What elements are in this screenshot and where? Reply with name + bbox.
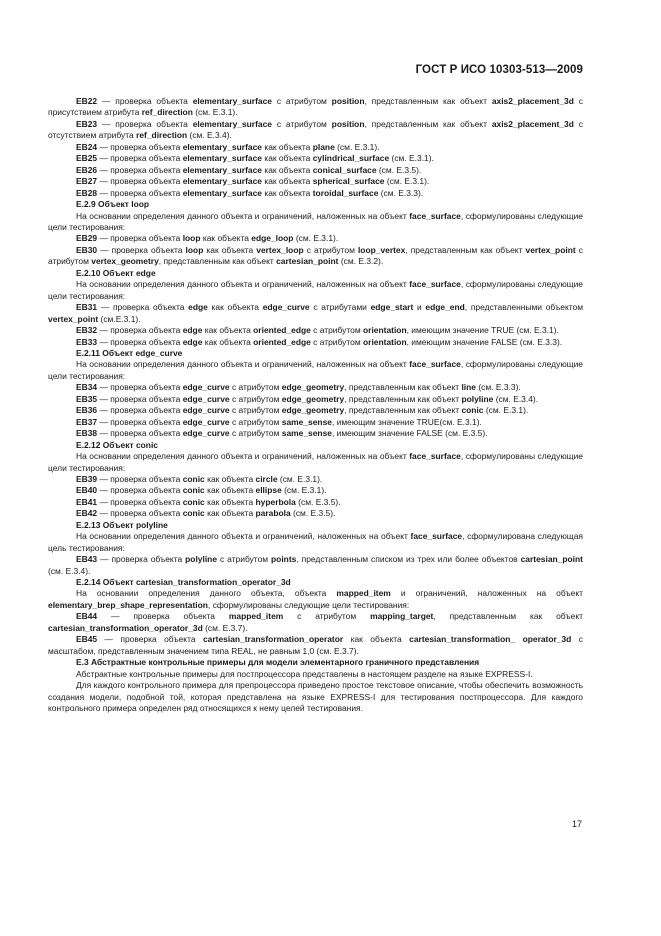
text-run: с атрибутом [283, 611, 371, 622]
paragraph [48, 634, 583, 657]
bold-term: edge_loop [251, 233, 294, 244]
text-run: — проверка объекта [97, 382, 183, 393]
bold-term: edge_curve [182, 428, 230, 439]
bold-term: mapped_item [336, 588, 391, 599]
paragraph [48, 531, 583, 554]
text-run: с атрибутами [309, 302, 371, 313]
text-run: (см. E.3.7). [202, 622, 248, 633]
bold-term: ref_direction [136, 130, 188, 141]
bold-term: ellipse [255, 485, 282, 496]
text-run: — проверка объекта [97, 118, 193, 129]
text-run: — проверка объекта [97, 244, 186, 255]
section-heading [48, 657, 583, 668]
text-run: На основании определения данного объекта и ограничений, наложенных на объект [76, 451, 410, 462]
bold-term: EB34 [76, 382, 98, 393]
text-run: с атрибутом [229, 393, 282, 404]
bold-term: mapping_target [370, 611, 434, 622]
paragraph [48, 188, 583, 199]
bold-term: EB41 [76, 496, 98, 507]
bold-term: same_sense [281, 428, 332, 439]
section-heading [48, 440, 583, 451]
paragraph [48, 611, 583, 634]
text-run: (см. E.3.5). [295, 496, 341, 507]
text-run: , имеющим значение TRUE (см. E.3.1). [406, 325, 559, 336]
paragraph [48, 485, 583, 496]
text-run: , представленным как объект [433, 611, 583, 622]
bold-term: circle [255, 473, 278, 484]
bold-term: EB43 [76, 554, 98, 565]
text-run: , сформулирована следующая цель тестирования: [48, 531, 583, 553]
bold-term: conic [182, 508, 205, 519]
bold-term: EB42 [76, 508, 98, 519]
bold-term: edge_geometry [281, 382, 345, 393]
text-run: как объекта [202, 325, 254, 336]
text-run: с отсутствием атрибута [48, 118, 583, 141]
text-run: На основании определения данного объекта и ограничений, наложенных на объект [76, 279, 410, 290]
bold-term: edge_curve [262, 302, 310, 313]
bold-term: edge [182, 336, 203, 347]
text-run: (см. E.3.4). [493, 393, 539, 404]
bold-term: polyline [185, 554, 218, 565]
text-run: — проверка объекта [97, 187, 183, 198]
bold-term: conic [182, 473, 205, 484]
paragraph [48, 359, 583, 382]
bold-term: conic [182, 485, 205, 496]
text-run: , сформулированы следующие цели тестирования: [48, 359, 583, 381]
paragraph [48, 279, 583, 302]
text-run: , сформулированы следующие цели тестирования: [48, 279, 583, 301]
text-run: — проверка объекта [97, 96, 193, 106]
bold-term: elementary_surface [192, 118, 272, 129]
text-run: На основании определения данного объекта и ограничений, наложенных на объект [76, 359, 410, 370]
bold-term: edge_geometry [281, 405, 345, 416]
bold-term: EB24 [76, 141, 98, 152]
paragraph [48, 405, 583, 416]
text-run: , представленными объектом [464, 302, 583, 313]
text-run: как объекта [204, 496, 256, 507]
bold-term: oriented_edge [253, 336, 311, 347]
bold-term: polyline [461, 393, 494, 404]
text-run: На основании определения данного объекта, объекта [76, 588, 337, 599]
paragraph [48, 211, 583, 234]
text-run: — проверка объекта [97, 416, 183, 427]
text-run: и ограничений, наложенных на объект [390, 588, 584, 599]
bold-term: edge_end [425, 302, 465, 313]
bold-term: toroidal_surface [312, 187, 379, 198]
text-run: E.2.13 Объект polyline [76, 519, 168, 530]
text-run: с атрибутом [229, 405, 282, 416]
bold-term: vertex_geometry [91, 256, 159, 267]
bold-term: cartesian_transformation_operator [202, 634, 344, 645]
bold-term: spherical_surface [312, 176, 385, 187]
text-run: с атрибутом [271, 96, 332, 106]
bold-term: conic [182, 496, 205, 507]
text-run: , имеющим значение FALSE (см. E.3.3). [406, 336, 563, 347]
bold-term: elementary_brep_shape_representation [48, 599, 208, 610]
text-run: — проверка объекта [97, 485, 183, 496]
bold-term: edge_start [370, 302, 414, 313]
bold-term: cartesian_transformation_ operator_3d [409, 634, 572, 645]
paragraph [48, 153, 583, 164]
bold-term: EB25 [76, 153, 98, 164]
bold-term: conical_surface [312, 164, 377, 175]
bold-term: EB35 [76, 393, 98, 404]
text-run: , представленным списком из трех или более объектов [296, 554, 521, 565]
paragraph [48, 233, 583, 244]
bold-term: EB29 [76, 233, 98, 244]
text-run: как объекта [204, 508, 256, 519]
section-heading [48, 199, 583, 210]
text-run: как объекта [261, 187, 313, 198]
text-run: (см. E.3.1). [334, 141, 380, 152]
bold-term: parabola [255, 508, 291, 519]
bold-term: elementary_surface [182, 141, 262, 152]
text-run: — проверка объекта [97, 473, 183, 484]
text-run: , представленным как объект [344, 382, 462, 393]
text-run: как объекта [200, 233, 252, 244]
text-run: с присутствием атрибута [48, 96, 583, 118]
paragraph [48, 302, 583, 325]
text-run: E.2.12 Объект conic [76, 439, 158, 450]
paragraph [48, 554, 583, 577]
bold-term: edge_curve [182, 393, 230, 404]
bold-term: EB28 [76, 187, 98, 198]
bold-term: oriented_edge [253, 325, 311, 336]
text-run: , представленным как объект [158, 256, 277, 267]
page-number: 17 [572, 819, 583, 829]
paragraph [48, 325, 583, 336]
bold-term: EB39 [76, 473, 98, 484]
bold-term: points [271, 554, 297, 565]
bold-term: axis2_placement_3d [491, 118, 574, 129]
bold-term: EB33 [76, 336, 98, 347]
text-run: (см. E.3.1). [483, 405, 529, 416]
paragraph [48, 119, 583, 142]
text-run: (см. E.3.1). [277, 473, 323, 484]
text-run: с атрибутом [217, 554, 272, 565]
text-run: E.2.14 Объект cartesian_transformation_operator_3d [76, 577, 291, 588]
bold-term: face_surface [410, 531, 463, 542]
bold-term: EB26 [76, 164, 98, 175]
text-run: — проверка объекта [97, 176, 183, 187]
bold-term: EB38 [76, 428, 98, 439]
section-heading [48, 268, 583, 279]
paragraph [48, 176, 583, 187]
text-run: как объекта [261, 141, 313, 152]
bold-term: ref_direction [141, 107, 193, 118]
bold-term: face_surface [409, 210, 461, 221]
text-run: — проверка объекта [97, 428, 183, 439]
bold-term: plane [312, 141, 335, 152]
paragraph [48, 680, 583, 714]
text-run: (см. E.3.1). [192, 107, 238, 118]
text-run: На основании определения данного объекта и ограничений, наложенных на объект [76, 531, 411, 542]
text-run: , представленным как объект [405, 244, 526, 255]
text-run: (см. E.3.3). [476, 382, 521, 393]
text-run: (см. E.3.1). [389, 153, 434, 164]
paragraph [48, 165, 583, 176]
section-heading [48, 520, 583, 531]
text-run: (см. E.3.4). [48, 565, 91, 576]
text-run: , представленным как объект [344, 393, 462, 404]
bold-term: mapped_item [228, 611, 284, 622]
text-run: Для каждого контрольного примера для препроцессора приведено простое текстовое описание, чтобы обеспечить возможность создания модели, подобной той, которая представлена на языке EXPRESS-I для тестирования постпроцессора. Для каждого контрольного примера определен ряд относящихся к нему целей тестирования. [48, 680, 583, 714]
document-header: ГОСТ Р ИСО 10303-513—2009 [415, 64, 583, 76]
text-run: , сформулированы следующие цели тестирования: [48, 210, 583, 232]
bold-term: EB23 [76, 118, 98, 129]
bold-term: EB40 [76, 485, 98, 496]
text-run: — проверка объекта [97, 508, 183, 519]
paragraph [48, 382, 583, 393]
text-run: с атрибутом [310, 336, 363, 347]
bold-term: same_sense [281, 416, 332, 427]
bold-term: elementary_surface [182, 153, 262, 164]
text-run: E.3 Абстрактные контрольные примеры для модели элементарного граничного представления [76, 657, 480, 668]
bold-term: EB27 [76, 176, 98, 187]
bold-term: axis2_placement_3d [491, 96, 574, 106]
text-run: с атрибутом [229, 428, 282, 439]
text-run: — проверка объекта [97, 302, 189, 313]
text-run: с масштабом, представленным значением типа REAL, не равным 1,0 (см. E.3.7). [48, 634, 583, 656]
bold-term: loop_vertex [357, 244, 406, 255]
bold-term: position [331, 118, 365, 129]
text-run: (см.E.3.1). [98, 313, 141, 324]
text-run: , сформулированы следующие цели тестирования: [207, 599, 410, 610]
bold-term: EB31 [76, 302, 98, 313]
bold-term: EB36 [76, 405, 98, 416]
bold-term: line [461, 382, 476, 393]
text-run: Абстрактные контрольные примеры для постпроцессора представлены в настоящем разделе на языке EXPRESS-I. [76, 668, 533, 679]
text-run: как объекта [202, 336, 254, 347]
text-run: как объекта [207, 302, 263, 313]
text-run: и [413, 302, 426, 313]
text-run: — проверка объекта [97, 634, 203, 645]
text-run: , имеющим значение TRUE(см. E.3.1). [331, 416, 482, 427]
bold-term: edge_curve [182, 416, 230, 427]
paragraph [48, 428, 583, 439]
text-run: (см. E.3.1). [384, 176, 430, 187]
section-heading [48, 577, 583, 588]
text-run: как объекта [204, 485, 256, 496]
bold-term: EB30 [76, 244, 98, 255]
text-run: На основании определения данного объекта и ограничений, наложенных на объект [76, 210, 410, 221]
bold-term: EB44 [76, 611, 98, 622]
paragraph [48, 497, 583, 508]
text-run: с атрибутом [229, 382, 282, 393]
bold-term: cylindrical_surface [312, 153, 390, 164]
text-run: — проверка объекта [97, 554, 186, 565]
bold-term: EB37 [76, 416, 98, 427]
bold-term: position [331, 96, 365, 106]
text-run: E.2.11 Объект edge_curve [76, 347, 183, 358]
bold-term: conic [461, 405, 484, 416]
text-run: , сформулированы следующие цели тестирования: [48, 451, 583, 473]
bold-term: loop [185, 244, 204, 255]
paragraph [48, 394, 583, 405]
text-run: , имеющим значение FALSE (см. E.3.5). [331, 428, 488, 439]
bold-term: EB32 [76, 325, 98, 336]
bold-term: face_surface [409, 359, 461, 370]
bold-term: elementary_surface [192, 96, 272, 106]
paragraph [48, 245, 583, 268]
bold-term: EB22 [76, 96, 98, 106]
bold-term: cartesian_transformation_operator_3d [48, 622, 203, 633]
document-body [48, 96, 583, 714]
bold-term: vertex_point [48, 313, 99, 324]
bold-term: orientation [363, 325, 407, 336]
paragraph [48, 417, 583, 428]
bold-term: face_surface [409, 451, 461, 462]
text-run: (см. E.3.5). [376, 164, 422, 175]
section-heading [48, 348, 583, 359]
bold-term: edge_curve [182, 405, 230, 416]
text-run: (см. E.3.1). [281, 485, 327, 496]
bold-term: elementary_surface [182, 176, 262, 187]
text-run: (см. E.3.5). [290, 508, 336, 519]
bold-term: loop [182, 233, 201, 244]
bold-term: elementary_surface [182, 187, 262, 198]
text-run: — проверка объекта [97, 336, 183, 347]
paragraph [48, 508, 583, 519]
text-run: как объекта [261, 164, 313, 175]
text-run: , представленным как объект [364, 96, 492, 106]
bold-term: face_surface [409, 279, 461, 290]
paragraph [48, 142, 583, 153]
text-run: как объекта [203, 244, 257, 255]
bold-term: cartesian_point [520, 554, 583, 565]
paragraph [48, 669, 583, 680]
bold-term: orientation [363, 336, 407, 347]
bold-term: cartesian_point [276, 256, 339, 267]
text-run: с атрибутом [229, 416, 282, 427]
text-run: (см. E.3.2). [338, 256, 384, 267]
text-run: , представленным как объект [364, 118, 492, 129]
bold-term: vertex_loop [256, 244, 304, 255]
text-run: E.2.9 Объект loop [76, 199, 150, 210]
text-run: — проверка объекта [97, 611, 229, 622]
bold-term: elementary_surface [182, 164, 262, 175]
bold-term: edge_geometry [281, 393, 345, 404]
text-run: как объекта [204, 473, 256, 484]
bold-term: EB45 [76, 634, 98, 645]
text-run: с атрибутом [310, 325, 363, 336]
paragraph [48, 451, 583, 474]
text-run: с атрибутом [48, 244, 583, 267]
paragraph [48, 474, 583, 485]
paragraph [48, 96, 583, 119]
text-run: как объекта [261, 153, 313, 164]
paragraph [48, 337, 583, 348]
text-run: (см. E.3.1). [293, 233, 339, 244]
bold-term: edge [182, 325, 203, 336]
text-run: — проверка объекта [97, 164, 183, 175]
text-run: с атрибутом [271, 118, 332, 129]
bold-term: hyperbola [255, 496, 296, 507]
text-run: как объекта [261, 176, 313, 187]
text-run: как объекта [343, 634, 410, 645]
text-run: E.2.10 Объект edge [76, 267, 156, 278]
text-run: — проверка объекта [97, 233, 183, 244]
text-run: — проверка объекта [97, 405, 183, 416]
text-run: — проверка объекта [97, 153, 183, 164]
bold-term: edge [188, 302, 208, 313]
paragraph [48, 588, 583, 611]
text-run: (см. E.3.4). [187, 130, 232, 141]
bold-term: vertex_point [525, 244, 576, 255]
text-run: — проверка объекта [97, 496, 183, 507]
text-run: с атрибутом [303, 244, 358, 255]
text-run: — проверка объекта [97, 325, 183, 336]
text-run: — проверка объекта [97, 141, 183, 152]
text-run: , представленным как объект [344, 405, 462, 416]
bold-term: edge_curve [182, 382, 230, 393]
text-run: (см. E.3.3). [378, 187, 424, 198]
text-run: — проверка объекта [97, 393, 183, 404]
